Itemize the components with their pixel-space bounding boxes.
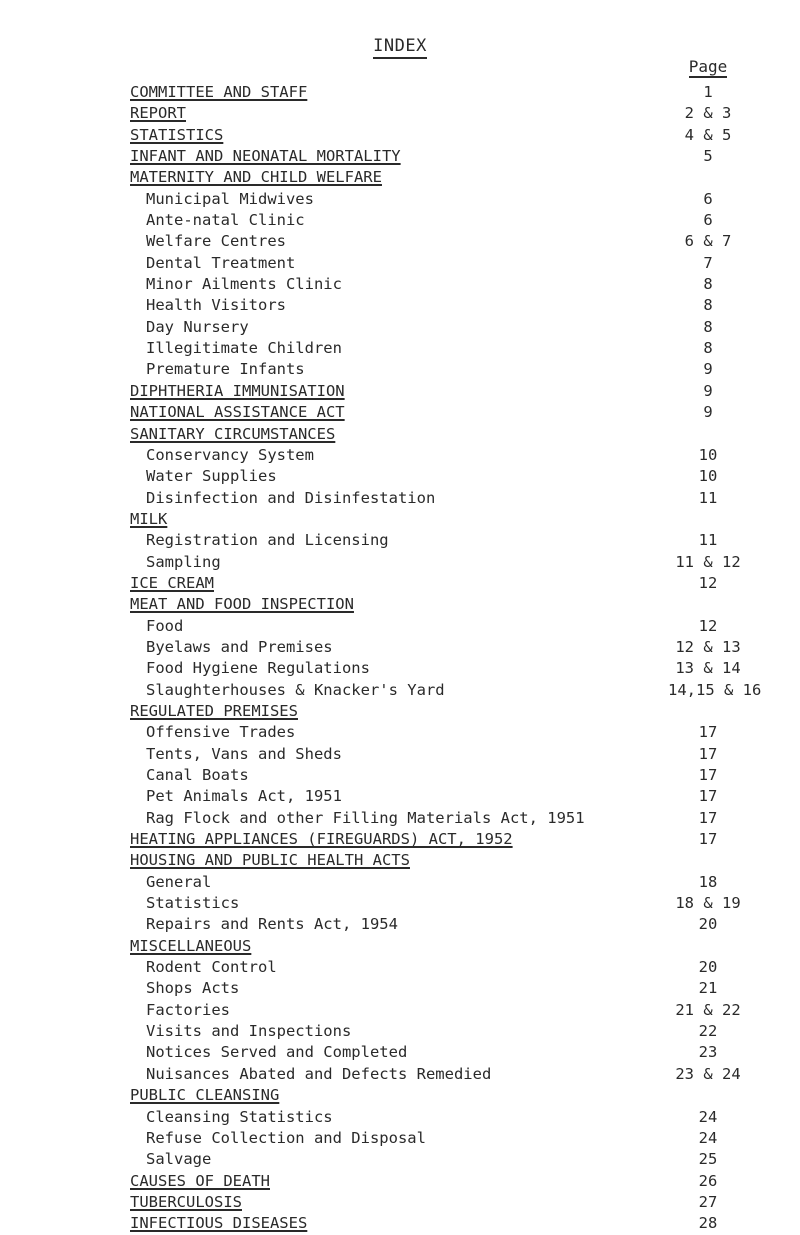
entry-page-number: 17	[698, 808, 718, 827]
index-section-heading	[0, 82, 800, 103]
entry-label: Repairs and Rents Act, 1954	[146, 915, 398, 934]
entry-label: Offensive Trades	[146, 723, 296, 742]
entry-label: INFECTIOUS DISEASES	[130, 1214, 308, 1233]
index-section-heading	[0, 424, 800, 445]
entry-page-number: 1	[703, 83, 713, 101]
index-entry	[0, 253, 800, 274]
entry-page-number: 4 & 5	[684, 125, 732, 144]
entry-label: CAUSES OF DEATH	[130, 1171, 270, 1190]
entry-label: STATISTICS	[130, 125, 224, 144]
entry-page-number: 25	[698, 1150, 718, 1169]
entry-label: SANITARY CIRCUMSTANCES	[130, 424, 336, 443]
entry-label: DIPHTHERIA IMMUNISATION	[130, 381, 345, 400]
index-section-heading	[0, 829, 800, 850]
index-section-heading	[0, 1171, 800, 1192]
index-entry	[0, 1128, 800, 1149]
index-section-heading	[0, 402, 800, 423]
entry-page-number: 17	[698, 744, 718, 763]
entry-label: Shops Acts	[146, 979, 240, 998]
entry-page-number: 14,15 & 16	[668, 680, 762, 699]
entry-label: Tents, Vans and Sheds	[146, 744, 342, 763]
index-entry	[0, 744, 800, 765]
entry-page-number: 12	[698, 573, 718, 592]
index-entry	[0, 978, 800, 999]
entry-page-number: 21 & 22	[675, 1000, 741, 1019]
entry-label: Rodent Control	[146, 958, 277, 977]
entry-label: Refuse Collection and Disposal	[146, 1128, 426, 1147]
index-section-heading	[0, 1213, 800, 1234]
entry-page-number: 26	[698, 1171, 718, 1190]
index-section-heading	[0, 701, 800, 722]
entry-label: Cleansing Statistics	[146, 1107, 333, 1126]
entry-page-number: 11	[698, 488, 718, 507]
index-entry	[0, 872, 800, 893]
entry-label: Statistics	[146, 894, 240, 913]
index-section-heading	[0, 103, 800, 124]
entry-label: COMMITTEE AND STAFF	[130, 83, 308, 101]
index-section-heading	[0, 573, 800, 594]
entry-page-number: 20	[698, 958, 718, 977]
index-entry	[0, 808, 800, 829]
entry-label: PUBLIC CLEANSING	[130, 1086, 280, 1105]
entry-label: Municipal Midwives	[146, 189, 314, 208]
index-section-heading	[0, 850, 800, 871]
entry-label: Premature Infants	[146, 360, 305, 379]
index-section-heading	[0, 509, 800, 530]
index-entry	[0, 957, 800, 978]
entry-page-number: 17	[698, 830, 718, 849]
entry-page-number: 8	[703, 317, 713, 336]
entry-label: Minor Ailments Clinic	[146, 275, 342, 294]
entry-label: Visits and Inspections	[146, 1022, 352, 1041]
index-entry	[0, 530, 800, 551]
entry-page-number: 6 & 7	[684, 232, 732, 251]
entry-page-number: 11 & 12	[675, 552, 741, 571]
entry-label: MILK	[130, 509, 168, 528]
entry-label: MATERNITY AND CHILD WELFARE	[130, 168, 382, 187]
entry-label: Factories	[146, 1000, 230, 1019]
entry-label: Illegitimate Children	[146, 339, 342, 358]
entry-label: Welfare Centres	[146, 232, 286, 251]
entry-page-number: 9	[703, 381, 713, 400]
entry-label: Food Hygiene Regulations	[146, 659, 370, 678]
entry-page-number: 24	[698, 1107, 718, 1126]
entry-label: Notices Served and Completed	[146, 1043, 408, 1062]
index-entry	[0, 1021, 800, 1042]
entry-page-number: 17	[698, 787, 718, 806]
index-entry	[0, 1000, 800, 1021]
entry-label: Sampling	[146, 552, 221, 571]
entry-page-number: 10	[698, 445, 718, 464]
entry-label: INFANT AND NEONATAL MORTALITY	[130, 147, 401, 166]
entry-label: Disinfection and Disinfestation	[146, 488, 436, 507]
index-section-heading	[0, 1192, 800, 1213]
index-entry	[0, 893, 800, 914]
entry-page-number: 8	[703, 339, 713, 358]
entry-label: TUBERCULOSIS	[130, 1192, 242, 1211]
index-entry	[0, 317, 800, 338]
entry-page-number: 6	[703, 211, 713, 230]
entry-label: Pet Animals Act, 1951	[146, 787, 342, 806]
entry-label: Rag Flock and other Filling Materials Act, 1951	[146, 808, 585, 827]
entry-page-number: 23 & 24	[675, 1064, 741, 1083]
entry-label: Salvage	[146, 1150, 212, 1169]
entry-label: Byelaws and Premises	[146, 637, 333, 656]
index-entry	[0, 914, 800, 935]
entry-label: NATIONAL ASSISTANCE ACT	[130, 403, 345, 422]
entry-page-number: 21	[698, 979, 718, 998]
index-entry	[0, 658, 800, 679]
entry-page-number: 12	[698, 616, 718, 635]
entry-label: Registration and Licensing	[146, 531, 389, 550]
entry-page-number: 22	[698, 1022, 718, 1041]
entry-label: HOUSING AND PUBLIC HEALTH ACTS	[130, 851, 410, 870]
entry-label: Day Nursery	[146, 317, 249, 336]
entry-page-number: 13 & 14	[675, 659, 741, 678]
index-entry	[0, 1107, 800, 1128]
index-entry	[0, 210, 800, 231]
entry-label: HEATING APPLIANCES (FIREGUARDS) ACT, 1952	[130, 830, 513, 849]
entry-page-number: 17	[698, 723, 718, 742]
index-entry	[0, 1042, 800, 1063]
entry-label: Water Supplies	[146, 467, 277, 486]
entry-page-number: 24	[698, 1128, 718, 1147]
page-column-header: Page	[688, 57, 728, 76]
index-entry	[0, 552, 800, 573]
index-entries	[0, 82, 800, 1235]
index-entry	[0, 445, 800, 466]
index-entry	[0, 765, 800, 786]
entry-page-number: 18 & 19	[675, 894, 741, 913]
index-entry	[0, 637, 800, 658]
entry-page-number: 2 & 3	[684, 104, 732, 123]
index-section-heading	[0, 594, 800, 615]
entry-page-number: 5	[703, 147, 713, 166]
entry-page-number: 6	[703, 189, 713, 208]
entry-label: Ante-natal Clinic	[146, 211, 305, 230]
entry-label: Slaughterhouses & Knacker's Yard	[146, 680, 445, 699]
entry-page-number: 8	[703, 296, 713, 315]
index-entry	[0, 295, 800, 316]
entry-page-number: 7	[703, 253, 713, 272]
entry-label: REGULATED PREMISES	[130, 701, 298, 720]
page-title: INDEX	[0, 36, 800, 56]
entry-page-number: 12 & 13	[675, 637, 741, 656]
index-entry	[0, 488, 800, 509]
entry-label: Food	[146, 616, 184, 635]
entry-page-number: 9	[703, 360, 713, 379]
entry-label: Conservancy System	[146, 445, 314, 464]
index-entry	[0, 189, 800, 210]
index-section-heading	[0, 1085, 800, 1106]
entry-page-number: 20	[698, 915, 718, 934]
index-entry	[0, 680, 800, 701]
index-entry	[0, 1149, 800, 1170]
entry-page-number: 18	[698, 872, 718, 891]
entry-page-number: 17	[698, 766, 718, 784]
index-entry	[0, 1064, 800, 1085]
entry-label: ICE CREAM	[130, 573, 214, 592]
index-section-heading	[0, 936, 800, 957]
entry-label: MEAT AND FOOD INSPECTION	[130, 595, 354, 614]
index-entry	[0, 359, 800, 380]
entry-page-number: 9	[703, 403, 713, 422]
entry-page-number: 23	[698, 1043, 718, 1062]
index-entry	[0, 616, 800, 637]
index-section-heading	[0, 167, 800, 188]
entry-label: Canal Boats	[146, 766, 249, 784]
index-entry	[0, 786, 800, 807]
index-section-heading	[0, 146, 800, 167]
entry-page-number: 28	[698, 1214, 718, 1233]
index-entry	[0, 722, 800, 743]
entry-label: Nuisances Abated and Defects Remedied	[146, 1064, 492, 1083]
entry-label: General	[146, 872, 212, 891]
entry-page-number: 8	[703, 275, 713, 294]
index-entry	[0, 338, 800, 359]
index-entry	[0, 231, 800, 252]
index-section-heading	[0, 381, 800, 402]
entry-label: MISCELLANEOUS	[130, 936, 252, 955]
index-section-heading	[0, 125, 800, 146]
entry-label: REPORT	[130, 104, 186, 123]
entry-page-number: 11	[698, 531, 718, 550]
entry-label: Health Visitors	[146, 296, 286, 315]
entry-page-number: 10	[698, 467, 718, 486]
index-entry	[0, 466, 800, 487]
index-entry	[0, 274, 800, 295]
entry-page-number: 27	[698, 1192, 718, 1211]
entry-label: Dental Treatment	[146, 253, 296, 272]
